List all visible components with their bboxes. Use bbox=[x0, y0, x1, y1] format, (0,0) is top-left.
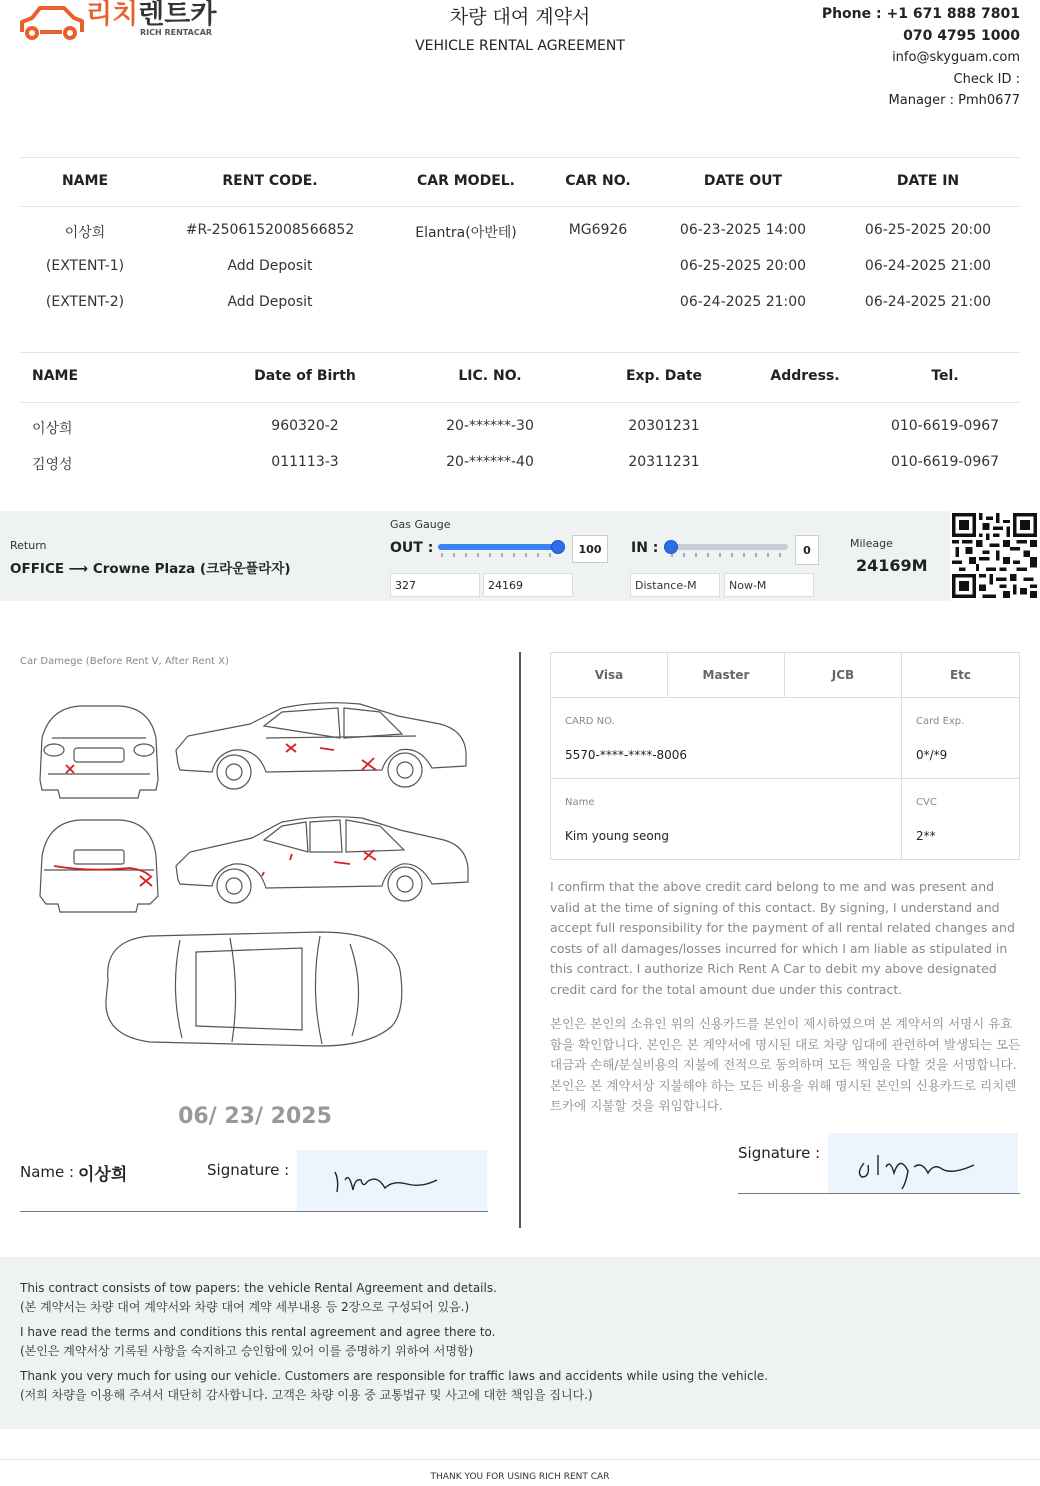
driver-cell: 010-6619-0967 bbox=[890, 454, 1000, 470]
car-outlines bbox=[40, 703, 468, 1046]
card-type-master[interactable]: Master bbox=[667, 652, 785, 698]
card-cvc-label: CVC bbox=[916, 797, 937, 808]
in-fuel-knob[interactable] bbox=[664, 540, 678, 554]
contact-block bbox=[822, 4, 1020, 112]
card-type-etc[interactable]: Etc bbox=[901, 652, 1020, 698]
rental-cell: (EXTENT-2) bbox=[45, 294, 125, 310]
in-label: IN : bbox=[631, 540, 659, 556]
driver-header-name: NAME bbox=[32, 368, 79, 384]
card-signature-pad[interactable] bbox=[828, 1133, 1018, 1193]
check-id: Check ID : bbox=[953, 71, 1020, 87]
divider bbox=[20, 157, 1020, 158]
out-fuel-knob[interactable] bbox=[551, 540, 565, 554]
divider bbox=[20, 402, 1020, 403]
out-fuel-fill bbox=[438, 544, 558, 550]
name-label: Name : bbox=[20, 1163, 75, 1181]
card-cvc-value: 2** bbox=[916, 829, 936, 843]
damage-date: 06/ 23/ 2025 bbox=[178, 1104, 332, 1129]
driver-cell: 이상희 bbox=[32, 421, 73, 437]
terms-line: (본 계약서는 차량 대여 계약서와 차량 대여 계약 세부내용 등 2장으로 구성되어 있음.) bbox=[20, 1300, 470, 1314]
rental-cell: Add Deposit bbox=[227, 258, 313, 274]
terms-line: This contract consists of tow papers: the vehicle Rental Agreement and details. bbox=[20, 1281, 497, 1295]
gas-gauge-label: Gas Gauge bbox=[390, 518, 451, 531]
driver-cell: 010-6619-0967 bbox=[890, 418, 1000, 434]
return-value: OFFICE ⟶ Crowne Plaza (크라운플라자) bbox=[10, 561, 291, 577]
rental-cell: 06-25-2025 20:00 bbox=[864, 222, 992, 238]
rental-header-name: NAME bbox=[61, 173, 109, 189]
card-cvc-field[interactable] bbox=[901, 778, 1020, 860]
rental-header-model: CAR MODEL. bbox=[416, 173, 516, 189]
in-distance-field[interactable]: Distance-M bbox=[630, 573, 720, 597]
rental-cell: MG6926 bbox=[568, 222, 628, 238]
terms-line: (저희 차량을 이용해 주셔서 대단히 감사합니다. 고객은 차량 이용 중 교통법규 및 사고에 대한 책임을 집니다.) bbox=[20, 1388, 593, 1402]
mileage-label: Mileage bbox=[850, 537, 893, 550]
car-damage-diagram bbox=[20, 690, 490, 1070]
email: info@skyguam.com bbox=[892, 50, 1020, 65]
card-signature-line bbox=[738, 1193, 1020, 1194]
logo-sub: 렌트카 bbox=[138, 0, 217, 30]
terms-line: Thank you very much for using our vehicle. Customers are responsible for traffic laws and accidents while using the vehicle. bbox=[20, 1369, 769, 1383]
terms-block bbox=[20, 1279, 1020, 1405]
rental-header-code: RENT CODE. bbox=[222, 173, 318, 189]
driver-cell: 20-******-30 bbox=[446, 418, 534, 434]
qr-code-icon bbox=[952, 513, 1037, 598]
vertical-divider bbox=[519, 652, 521, 1228]
in-now-field[interactable]: Now-M bbox=[724, 573, 814, 597]
logo-english: RICH RENTACAR bbox=[140, 28, 213, 37]
driver-cell: 011113-3 bbox=[271, 454, 339, 470]
driver-header-exp: Exp. Date bbox=[625, 368, 703, 384]
divider bbox=[0, 1459, 1040, 1460]
damage-caption: Car Damege (Before Rent V, After Rent X) bbox=[20, 656, 229, 667]
rental-cell: (EXTENT-1) bbox=[45, 258, 125, 274]
logo-main: 리치 bbox=[86, 0, 139, 30]
phone-2: 070 4795 1000 bbox=[903, 27, 1020, 44]
damage-marks bbox=[54, 744, 376, 886]
signature-label: Signature : bbox=[207, 1161, 290, 1179]
out-fuel-value: 100 bbox=[572, 535, 608, 563]
thanks-text: THANK YOU FOR USING RICH RENT CAR bbox=[430, 1472, 610, 1482]
rental-cell: 이상희 bbox=[64, 225, 106, 241]
driver-header-address: Address. bbox=[770, 368, 840, 384]
rental-header-datein: DATE IN bbox=[896, 173, 960, 189]
driver-header-lic: LIC. NO. bbox=[458, 368, 522, 384]
card-name-label: Name bbox=[565, 797, 595, 808]
out-distance-field[interactable]: 327 bbox=[390, 573, 480, 597]
out-label: OUT : bbox=[390, 540, 434, 556]
consent-english: I confirm that the above credit card belong to me and was present and valid at the time of signing of this contact. By signing, I understand and accept full responsibility for the payment of all rental related changes and costs of all damages/losses incurred for which I am liable as stipulated in this contract. I authorize Rich Rent A Car to debit my above designated credit card for the total amount due under this contract. bbox=[550, 879, 1015, 997]
driver-cell: 20-******-40 bbox=[446, 454, 534, 470]
page-title-korean: 차량 대여 계약서 bbox=[449, 6, 591, 28]
manager: Manager : Pmh0677 bbox=[888, 93, 1020, 108]
rental-cell: Add Deposit bbox=[227, 294, 313, 310]
in-fuel-value: 0 bbox=[795, 535, 819, 565]
card-name-value: Kim young seong bbox=[565, 829, 669, 843]
rental-cell: 06-24-2025 21:00 bbox=[864, 258, 992, 274]
card-type-jcb[interactable]: JCB bbox=[784, 652, 902, 698]
card-number-field[interactable] bbox=[550, 697, 902, 779]
card-number-value: 5570-****-****-8006 bbox=[565, 748, 688, 762]
name-value: 이상희 bbox=[78, 1165, 128, 1185]
driver-header-tel: Tel. bbox=[931, 368, 959, 384]
card-number-label: CARD NO. bbox=[565, 716, 615, 727]
rental-cell: 06-25-2025 20:00 bbox=[679, 258, 807, 274]
return-label: Return bbox=[10, 539, 47, 552]
card-name-field[interactable] bbox=[550, 778, 902, 860]
signature-line bbox=[20, 1211, 488, 1212]
card-signature-image bbox=[828, 1133, 1018, 1193]
out-now-field[interactable]: 24169 bbox=[483, 573, 573, 597]
terms-line: I have read the terms and conditions this rental agreement and agree there to. bbox=[20, 1325, 496, 1339]
in-fuel-slider[interactable] bbox=[664, 544, 792, 564]
out-fuel-slider[interactable] bbox=[438, 544, 562, 564]
mileage-value: 24169M bbox=[856, 556, 928, 575]
slider-ticks bbox=[664, 553, 792, 559]
divider bbox=[20, 206, 1020, 207]
slider-ticks bbox=[438, 553, 562, 559]
driver-cell: 20311231 bbox=[628, 454, 700, 470]
rental-cell: 06-24-2025 21:00 bbox=[679, 294, 807, 310]
driver-header-dob: Date of Birth bbox=[254, 368, 356, 384]
driver-cell: 김영성 bbox=[32, 457, 73, 473]
rental-cell: 06-23-2025 14:00 bbox=[679, 222, 807, 238]
rental-header-carno: CAR NO. bbox=[565, 173, 631, 189]
terms-line: (본인은 계약서상 기록된 사항을 숙지하고 승인함에 있어 이를 증명하기 위하여 서명함) bbox=[20, 1344, 474, 1358]
rental-cell: 06-24-2025 21:00 bbox=[864, 294, 992, 310]
card-exp-value: 0*/*9 bbox=[916, 748, 948, 762]
driver-cell: 20301231 bbox=[628, 418, 700, 434]
divider bbox=[20, 352, 1020, 353]
rental-cell: #R-2506152008566852 bbox=[185, 222, 355, 238]
page-title-english: VEHICLE RENTAL AGREEMENT bbox=[415, 38, 625, 54]
signature-image bbox=[297, 1150, 487, 1212]
signature-pad[interactable] bbox=[297, 1150, 487, 1212]
consent-korean: 본인은 본인의 소유인 위의 신용카드를 본인이 제시하였으며 본 계약서의 서명시 유효함을 확인합니다. 본인은 본 계약서에 명시된 대로 차량 임대에 관련하여 발생되는 모든 대금과 손해/분실비용의 지불에 전적으로 동의하며 모든 책임을 다할 것을 서명합니다. 본인은 본 계약서상 지불해야 하는 모든 비용을 위해 명시된 본인의 신용카드로 리치렌트카에 지불할 것을 위임합니다. bbox=[550, 1016, 1021, 1113]
card-exp-label: Card Exp. bbox=[916, 716, 965, 727]
driver-cell: 960320-2 bbox=[271, 418, 339, 434]
card-exp-field[interactable] bbox=[901, 697, 1020, 779]
card-signature-label: Signature : bbox=[738, 1144, 821, 1162]
card-type-visa[interactable]: Visa bbox=[550, 652, 668, 698]
rental-header-dateout: DATE OUT bbox=[703, 173, 783, 189]
phone-1: Phone : +1 671 888 7801 bbox=[821, 6, 1020, 22]
rental-cell: Elantra(아반테) bbox=[415, 225, 517, 241]
